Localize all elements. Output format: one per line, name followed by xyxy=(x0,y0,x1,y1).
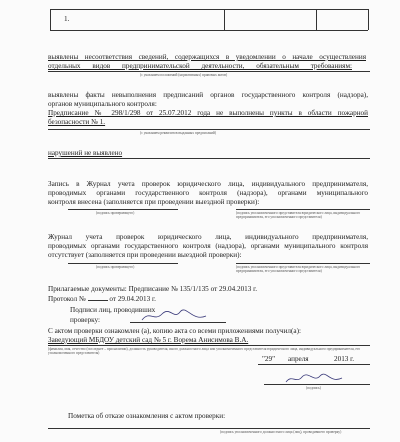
nonfulfillment-line-4: безопасности № 1. xyxy=(48,118,106,126)
violations-line-2: отдельных видов предпринимательской деятельности, обязательным требованиям: xyxy=(48,62,352,70)
acquainted-date-year: 2013 г. xyxy=(334,355,355,363)
journal-entry-caption-right: (подпись уполномоченного представителя юридического лица, индивидуального предпринимателя, его уполномоченного представителя) xyxy=(236,211,361,219)
nonfulfillment-line-3: Предписание № 298/1/298 от 25.07.2012 года не выполнены пункты в области пожарной xyxy=(48,109,368,117)
acquainted-date-day: "29" xyxy=(262,355,276,363)
inspectors-line-1: Подписи лиц, проводивших xyxy=(70,306,156,314)
acquainted-line-2: Заведующий МБДОУ детский сад № 5 г. Ворема Анисимова В.А. xyxy=(48,336,249,344)
attachments-line-2 xyxy=(48,294,156,304)
journal-absent-caption-left: (подпись проверяющего) xyxy=(96,265,135,269)
acquainted-caption: (фамилия, имя, отчество (последнее – при наличии), должность руководителя, иного должностного лица или уполномоченного представителя юридического лица, индивидуального предпринимателя, его уполномоченного представителя) xyxy=(48,347,361,355)
journal-entry-line-3: контроля внесена (заполняется при проведении выездной проверки): xyxy=(48,198,260,206)
journal-entry-line-2: проводимых органами государственного контроля (надзора), органами муниципального xyxy=(48,189,368,197)
protocol-number-blank xyxy=(88,294,108,301)
journal-entry-line-1: Запись в Журнал учета проверок юридического лица, индивидуального предпринимателя, xyxy=(48,180,368,188)
acquainted-sig-caption: (подпись) xyxy=(306,386,321,390)
nonfulfillment-line-1: выявлены факты невыполнения предписаний органов государственного контроля (надзора), xyxy=(48,91,368,99)
protocol-prefix: Протокол № xyxy=(48,295,86,303)
violations-caption: (с указанием положений (нормативных) правовых актов) xyxy=(140,73,228,77)
refusal-text: Пометка об отказе ознакомления с актом проверки: xyxy=(68,412,226,420)
acquainted-signature xyxy=(284,372,344,386)
table-row-number: 1. xyxy=(64,15,70,23)
inspector-signature xyxy=(140,308,210,324)
inspectors-line-2: проверку: xyxy=(70,316,101,324)
journal-entry-caption-left: (подпись проверяющего) xyxy=(96,211,135,215)
journal-absent-line-3: отсутствует (заполняется при проведении выездной проверки): xyxy=(48,251,242,259)
attachments-line-1: Прилагаемые документы: Предписание № 135/1/135 от 29.04.2013 г. xyxy=(48,285,258,293)
no-violations-text: нарушений не выявлено xyxy=(48,149,123,157)
violations-line-1: выявлены несоответствия сведений, содержащихся в уведомлении о начале осуществления xyxy=(48,53,366,61)
journal-absent-caption-right: (подпись уполномоченного представителя юридического лица, индивидуального предпринимателя, его уполномоченного представителя) xyxy=(236,265,361,273)
journal-absent-line-2: проводимых органами государственного контроля (надзора), органами муниципального контроля xyxy=(48,242,368,250)
nonfulfillment-caption: (с указанием реквизитов выданных предписаний) xyxy=(140,131,217,135)
journal-absent-line-1: Журнал учета проверок юридического лица, индивидуального предпринимателя, xyxy=(48,233,368,241)
protocol-suffix: от 29.04.2013 г. xyxy=(109,295,156,303)
refusal-caption: (подпись уполномоченного должностного лица (лиц), проводившего проверку) xyxy=(220,430,342,434)
acquainted-line-1: С актом проверки ознакомлен (а), копию акта со всеми приложениями получил(а): xyxy=(48,327,301,335)
acquainted-date-month: апреля xyxy=(288,355,309,363)
nonfulfillment-line-2: органов муниципального контроля: xyxy=(48,100,157,108)
